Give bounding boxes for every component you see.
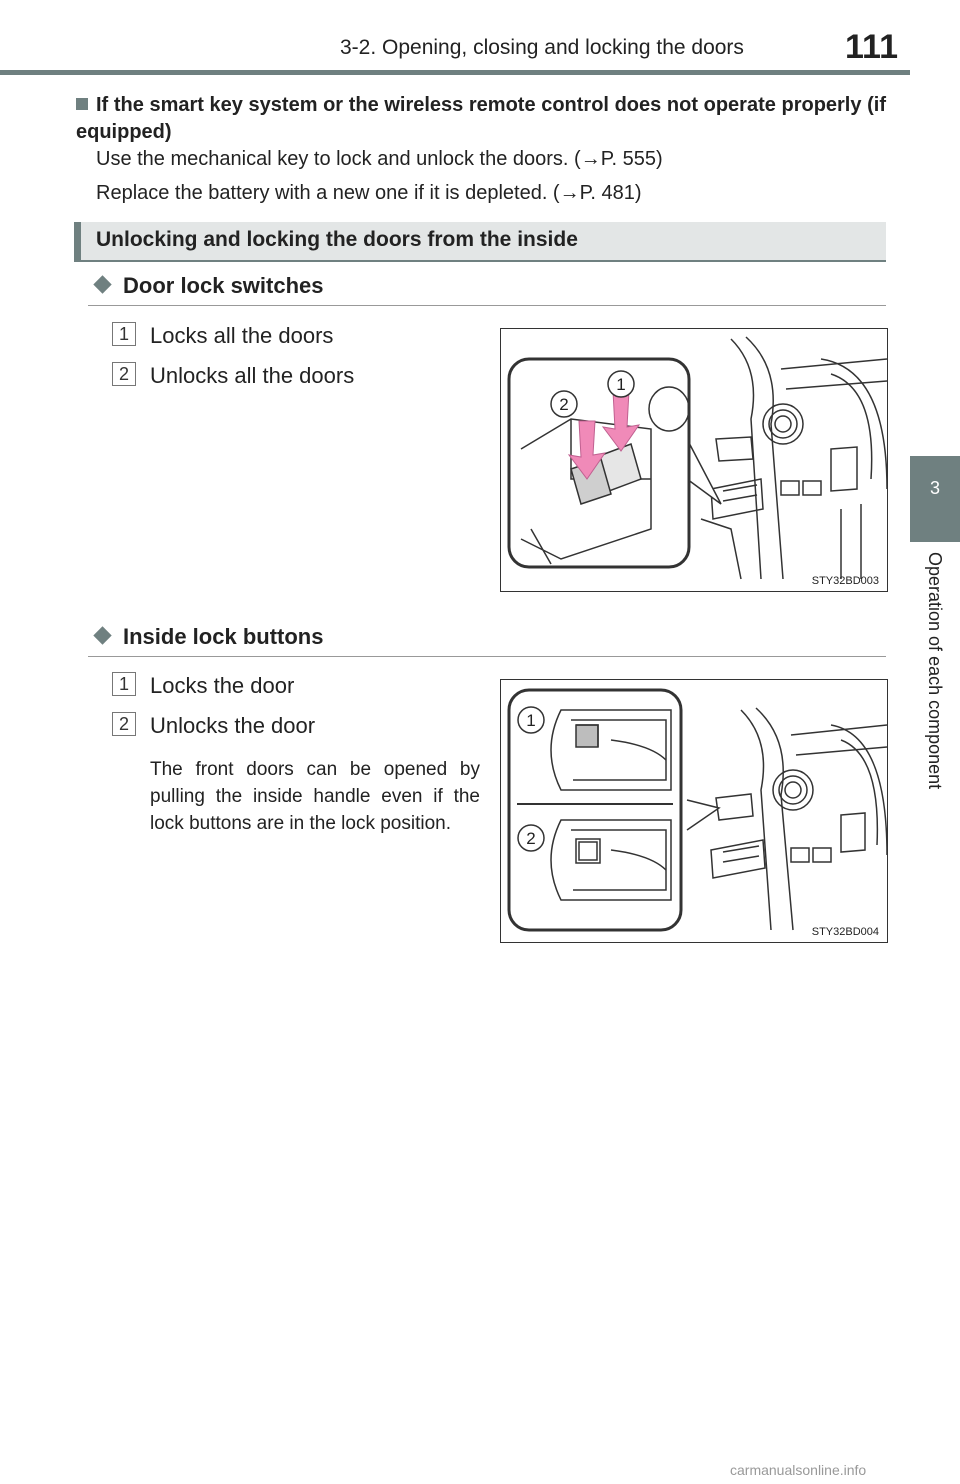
diamond-bullet-icon [93,626,111,644]
inside-lock-button-illustration [501,680,887,942]
note-front-doors: The front doors can be opened by pulling the inside handle even if the lock buttons are in the lock position. [150,759,480,834]
chapter-tab-label-wrap [910,552,960,852]
chapter-tab-label: Operation of each component [925,552,945,790]
callout-2: 2 [559,395,569,414]
square-bullet-icon [76,98,88,110]
item-text-unlocks-all: Unlocks all the doors [150,363,355,388]
door-lock-switch-illustration [501,329,887,591]
subsection-heading-inside-lock-buttons [92,624,323,650]
watermark: carmanualsonline.info [730,1462,867,1478]
diamond-bullet-icon [93,275,111,293]
item-text-unlocks-door: Unlocks the door [150,713,316,738]
intro-line-replace-battery: Replace the battery with a new one if it is depleted. (→P. 481) [96,182,642,204]
figure-inside-lock-buttons [500,679,888,943]
section-heading: Unlocking and locking the doors from the inside [96,228,578,251]
figure-code: STY32BD003 [811,575,879,587]
subsection-heading-text: Inside lock buttons [123,624,324,649]
item-number-badge: 1 [112,672,136,696]
intro-line-mechanical-key: Use the mechanical key to lock and unlock the doors. (→P. 555) [96,148,663,170]
item-text-locks-all: Locks all the doors [150,323,334,348]
subsection-heading-text: Door lock switches [123,273,324,298]
chapter-title: 3-2. Opening, closing and locking the doors [340,36,744,59]
item-number-badge: 1 [112,322,136,346]
item-number-badge: 2 [112,362,136,386]
subsection-heading-door-lock-switches [92,273,324,299]
callout-1: 1 [616,375,626,394]
subsection-rule [88,305,886,306]
header-rule [0,70,910,75]
section-heading-bar [74,222,886,262]
callout-2: 2 [526,829,536,848]
intro-heading-text: If the smart key system or the wireless remote control does not operate properly (if equipped) [76,94,886,143]
item-text-locks-door: Locks the door [150,673,295,698]
intro-heading [76,92,886,146]
section-bar-accent [74,222,81,260]
subsection-rule [88,656,886,657]
callout-1: 1 [526,711,536,730]
figure-door-lock-switches [500,328,888,592]
item-number-badge: 2 [112,712,136,736]
page-number: 111 [845,28,898,66]
figure-code: STY32BD004 [811,926,879,938]
chapter-tab-number: 3 [929,478,940,498]
chapter-tab[interactable] [910,456,960,542]
